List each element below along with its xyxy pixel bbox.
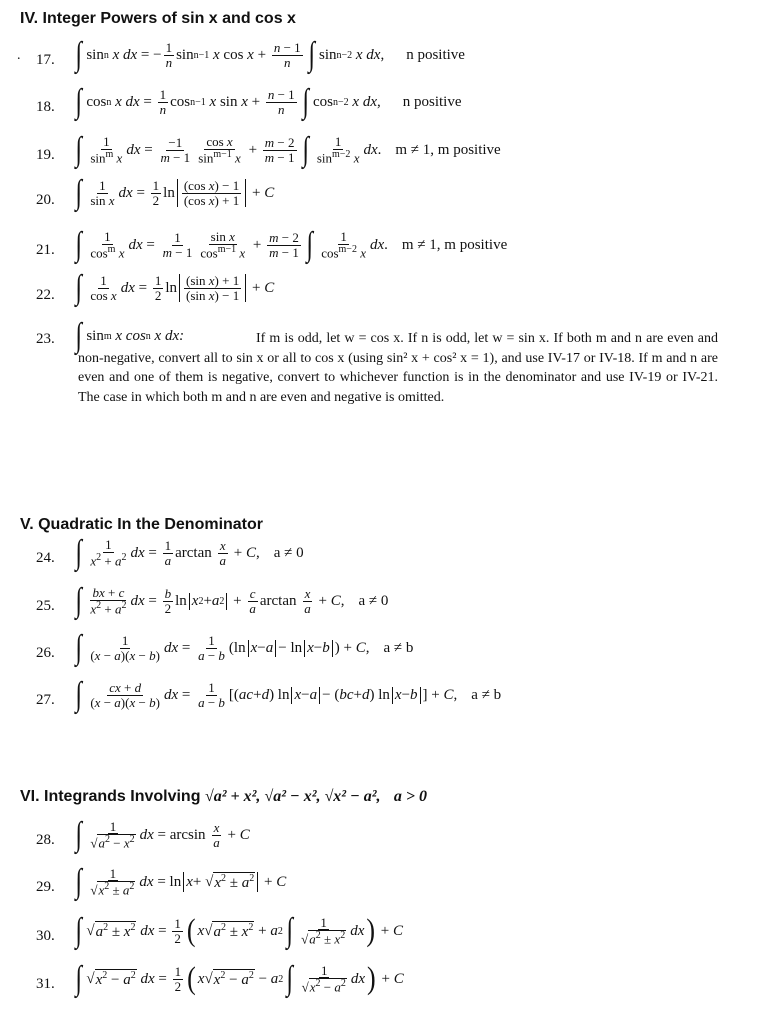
condition: a ≠ b bbox=[471, 686, 502, 703]
formula-body: ∫ $\frac{1}{\sin^m x}$ dx = $\frac{-1}{m - 1}$ $\frac{\text{cos x}}{\sin^{m-1} x}$ + $\frac{m - 2}{m - 1}$ ∫ $\frac{1}{\sin^{m-2} x}$ dx . m ≠ 1, m positive bbox=[75, 131, 501, 168]
condition: a ≠ 0 bbox=[273, 544, 304, 561]
integrand-head: sin bbox=[86, 327, 104, 344]
condition: a ≠ b bbox=[383, 639, 414, 656]
formula-number: 31. bbox=[36, 976, 55, 992]
condition: a ≠ 0 bbox=[358, 592, 389, 609]
formula-number: 25. bbox=[36, 598, 55, 614]
formula-number: 27. bbox=[36, 692, 55, 708]
formula-body: ∫ $\frac{1}{\text{sin x}}$ dx = $\frac{1}{2}$ ln $\frac{\text{(cos x) − 1}}{\text{(cos x) + 1}}$ + C bbox=[75, 174, 275, 211]
integrand-tail2: x dx: bbox=[154, 327, 185, 344]
formula-number: 29. bbox=[36, 879, 55, 895]
formula-body: ∫ cos n x dx = $\frac{1}{n}$ cos n−1 x sin x + $\frac{n - 1}{n}$ ∫ cos n−2 x dx , n positive bbox=[75, 83, 462, 120]
formula-number: 17. bbox=[36, 52, 55, 68]
formula-number: 18. bbox=[36, 99, 55, 115]
formula-number: 26. bbox=[36, 645, 55, 661]
section-vi-heading: VI. Integrands Involving √a² + x², √a² − x², √x² − a², a > 0 bbox=[20, 788, 428, 805]
formula-number: 21. bbox=[36, 242, 55, 258]
formula-body: ∫ $\frac{1}{\text{cos x}}$ dx = $\frac{1}{2}$ ln $\frac{\text{(sin x) + 1}}{\text{(sin x) − 1}}$ + C bbox=[75, 269, 275, 306]
formula-body: ∫ sin m x cos n x dx: bbox=[75, 317, 185, 354]
formula-number: 24. bbox=[36, 550, 55, 566]
margin-dot: . bbox=[17, 48, 21, 63]
formula-body: ∫ $\frac{1}{√x^2 \pm a^2}$ dx = ln x + √ $x^2 \pm a^2$ + C bbox=[75, 863, 287, 900]
condition: m ≠ 1, m positive bbox=[401, 236, 508, 253]
formula-body: ∫ $\frac{1}{√a^2 - x^2}$ dx = arcsin $\frac{x}{a}$ + C bbox=[75, 816, 250, 853]
formula-body: ∫ $\frac{1}{x^2 + a^2}$ dx = $\frac{1}{a}$ arctan $\frac{x}{a}$ + C , a ≠ 0 bbox=[75, 534, 304, 571]
formula-body: ∫ $\frac{1}{\cos^m x}$ dx = $\frac{1}{m - 1}$ $\frac{\text{sin x}}{\cos^{m-1} x}$ + $\frac{m - 2}{m - 1}$ ∫ $\frac{1}{\cos^{m-2} x}$ dx . m ≠ 1, m positive bbox=[75, 226, 508, 263]
formula-number: 22. bbox=[36, 287, 55, 303]
formula-body: ∫ √ $a^2 \pm x^2$ dx = $\frac{1}{2}$ ( x √ $a^2 \pm x^2$ + a 2 ∫ $\frac{1}{√a^2 \pm x^2}$ dx ) + C bbox=[75, 912, 404, 949]
condition: n positive bbox=[406, 46, 465, 63]
radical-list: √a² + x², √a² − x², √x² − a², bbox=[204, 788, 381, 805]
section-vi-condition: a > 0 bbox=[393, 788, 428, 805]
formula-number: 30. bbox=[36, 928, 55, 944]
formula-body: ∫ $\frac{bx + c}{x^2 + a^2}$ dx = $\frac{b}{2}$ ln x 2 + a 2 + $\frac{c}{a}$ arctan $\frac{x}{a}$ + C , a ≠ 0 bbox=[75, 582, 389, 619]
formula-number: 23. bbox=[36, 331, 55, 347]
note-23: If m is odd, let w = cos x. If n is odd, let w = sin x. If both m and n are even and non-negative, convert all to sin x or all to cos x (using sin² x + cos² x = 1), and use IV-17 or IV-18. If m and n are even and one of them is negative, convert to whichever function is in the denominator and use IV-19 or IV-21. The case in which both m and n are even and negative is omitted. bbox=[78, 331, 718, 405]
section-v-heading: V. Quadratic In the Denominator bbox=[20, 516, 264, 533]
integrand-tail: x cos bbox=[115, 327, 146, 344]
formula-number: 19. bbox=[36, 147, 55, 163]
formula-body: ∫ $\frac{cx + d}{(x - a)(x - b)}$ dx = $\frac{1}{a - b}$ [( ac + d ) ln x − a − ( bc + d ) ln x − b ] + C , a ≠ b bbox=[75, 676, 502, 713]
condition: m ≠ 1, m positive bbox=[395, 141, 501, 158]
formula-body: ∫ $\frac{1}{(x - a)(x - b)}$ dx = $\frac{1}{a - b}$ (ln x − a − ln x − b ) + C , a ≠ b bbox=[75, 629, 414, 666]
formula-number: 28. bbox=[36, 832, 55, 848]
formula-number: 20. bbox=[36, 192, 55, 208]
condition: n positive bbox=[402, 93, 462, 110]
formula-body: ∫ √ $x^2 - a^2$ dx = $\frac{1}{2}$ ( x √ $x^2 - a^2$ − a 2 ∫ $\frac{1}{√x^2 - a^2}$ dx ) + C bbox=[75, 960, 404, 997]
section-iv-heading: IV. Integer Powers of sin x and cos x bbox=[20, 10, 296, 27]
formula-body: ∫ sin n x dx = − $\frac{1}{n}$ sin n−1 x cos x + $\frac{n - 1}{n}$ ∫ sin n−2 x dx , n positive bbox=[75, 36, 465, 73]
